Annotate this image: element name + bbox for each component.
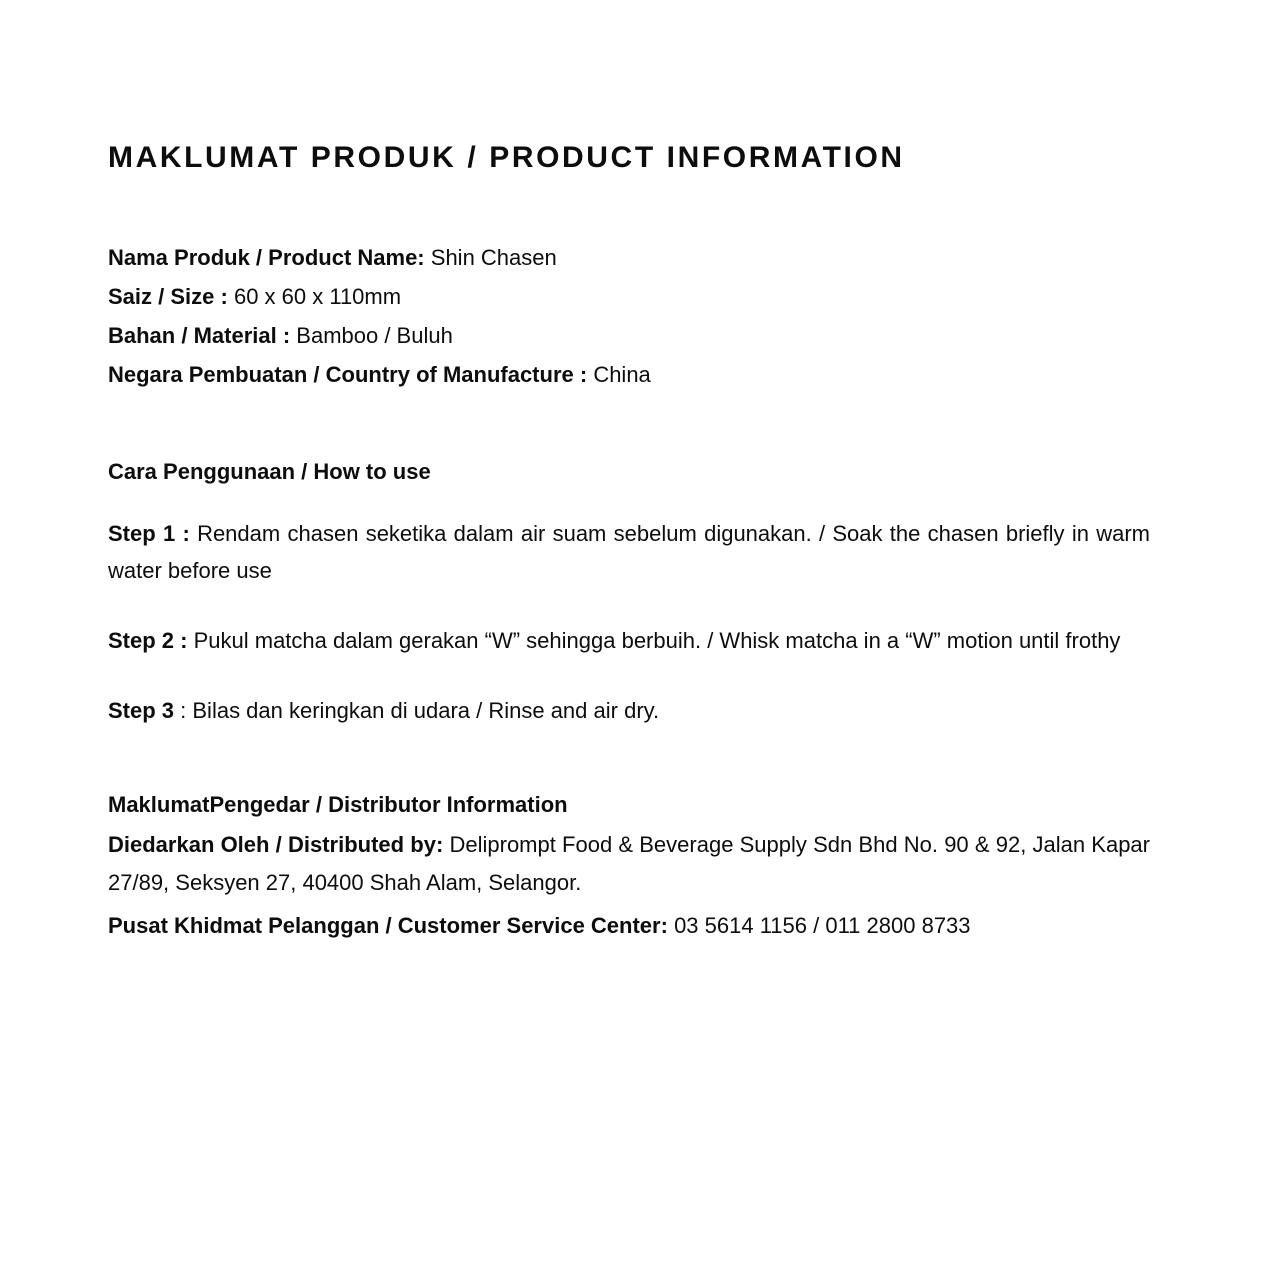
customer-service-label: Pusat Khidmat Pelanggan / Customer Service Center: xyxy=(108,913,668,939)
distributor-information xyxy=(108,786,1150,945)
spec-label: Saiz / Size : xyxy=(108,284,228,310)
step-text: : Bilas dan keringkan di udara / Rinse and air dry. xyxy=(180,698,660,724)
spec-row-country xyxy=(108,355,1150,394)
spec-row-product-name xyxy=(108,238,1150,277)
usage-step-2 xyxy=(108,622,1150,660)
page-title: MAKLUMAT PRODUK / PRODUCT INFORMATION xyxy=(108,141,905,174)
spec-value: China xyxy=(593,362,651,388)
usage-step-3 xyxy=(108,692,1150,730)
spec-value: 60 x 60 x 110mm xyxy=(233,284,402,310)
customer-service-value: 03 5614 1156 / 011 2800 8733 xyxy=(674,913,971,939)
distributed-by-row xyxy=(108,826,1150,902)
step-label: Step 1 : xyxy=(108,520,190,546)
spec-label: Negara Pembuatan / Country of Manufacture : xyxy=(108,362,588,388)
step-label: Step 3 xyxy=(108,698,175,724)
distributed-by-value: Deliprompt Food & Beverage Supply Sdn Bhd No. 90 & 92, Jalan Kapar 27/89, Seksyen 27, 40400 Shah Alam, Selangor. xyxy=(108,831,1150,895)
usage-step-1 xyxy=(108,515,1150,591)
step-label: Step 2 : xyxy=(108,628,188,654)
distributed-by-label: Diedarkan Oleh / Distributed by: xyxy=(108,831,444,857)
distributor-heading: MaklumatPengedar / Distributor Information xyxy=(108,791,568,817)
spec-row-size xyxy=(108,277,1150,316)
spec-label: Bahan / Material : xyxy=(108,323,291,349)
spec-label: Nama Produk / Product Name: xyxy=(108,245,425,270)
customer-service-row xyxy=(108,907,1150,945)
usage-section-heading: Cara Penggunaan / How to use xyxy=(108,458,431,484)
spec-value: Bamboo / Buluh xyxy=(296,323,453,349)
product-spec-list xyxy=(108,238,1150,395)
usage-steps xyxy=(108,515,1150,730)
step-text: Rendam chasen seketika dalam air suam sebelum digunakan. / Soak the chasen briefly in warm water before use xyxy=(108,520,1150,584)
step-text: Pukul matcha dalam gerakan “W” sehingga berbuih. / Whisk matcha in a “W” motion until frothy xyxy=(193,628,1121,654)
spec-row-material xyxy=(108,316,1150,355)
spec-value: Shin Chasen xyxy=(430,245,557,270)
